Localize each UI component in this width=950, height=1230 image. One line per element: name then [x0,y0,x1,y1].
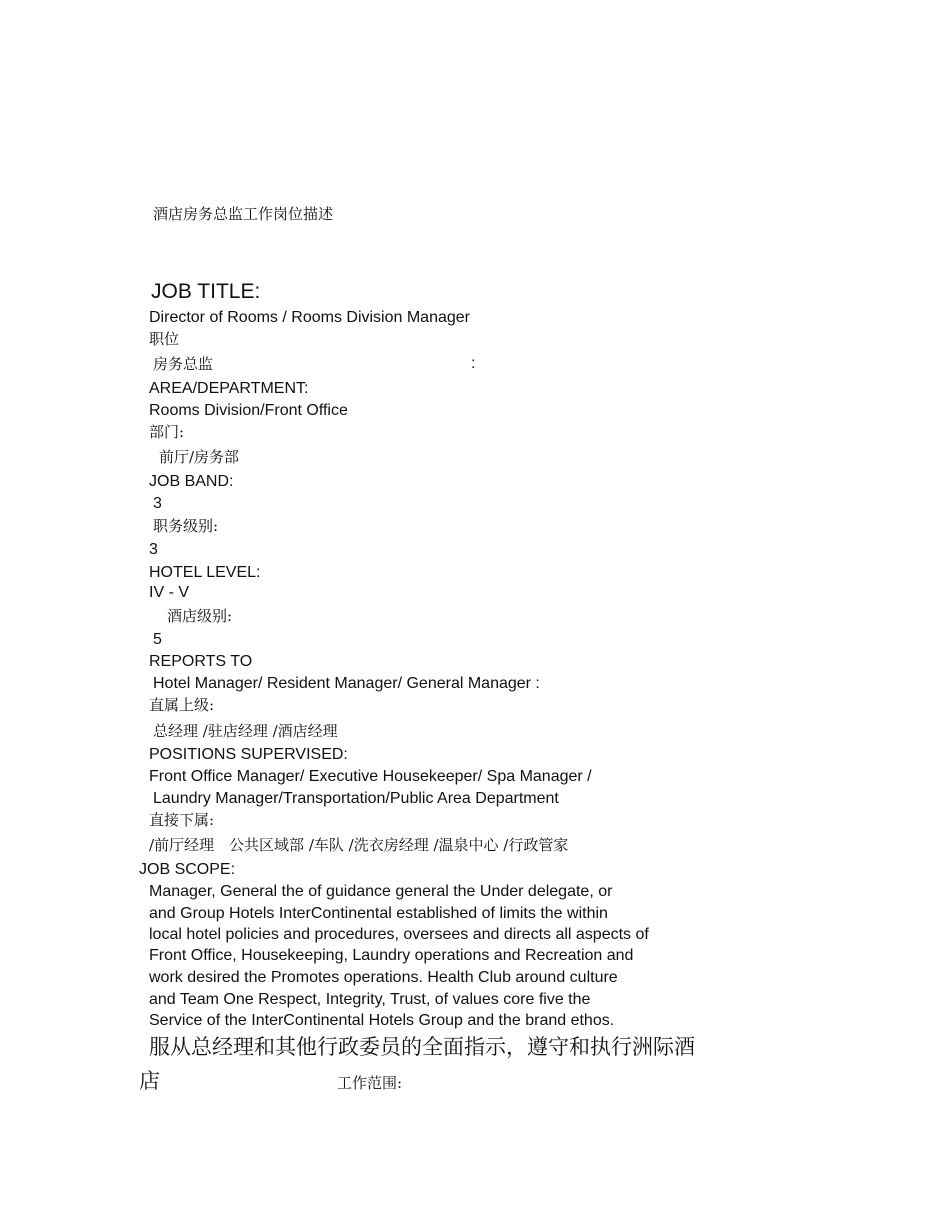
job-scope-line: Service of the InterContinental Hotels Group and the brand ethos. [149,1012,615,1029]
area-value: Rooms Division/Front Office [149,402,348,419]
area-label-cn: 部门: [149,423,185,441]
reports-to-value: Hotel Manager/ Resident Manager/ General Manager : [153,675,540,692]
supervised-value-line2: Laundry Manager/Transportation/Public Area Department [153,790,559,807]
job-band-label-cn: 职务级别: [153,517,219,535]
document-title: 酒店房务总监工作岗位描述 [153,205,334,223]
job-scope-cn-line1: 服从总经理和其他行政委员的全面指示，遵守和执行洲际酒 [149,1035,695,1059]
job-scope-line: Front Office, Housekeeping, Laundry operations and Recreation and [149,947,634,964]
job-scope-label-cn: 工作范围: [337,1074,403,1092]
job-scope-line: and Group Hotels InterContinental established of limits the within [149,905,608,922]
job-title-colon: : [471,355,476,372]
job-band-label: JOB BAND: [149,473,234,490]
job-band-value: 3 [153,495,162,512]
job-title-value-cn: 房务总监 [153,355,214,373]
area-label: AREA/DEPARTMENT: [149,380,309,397]
job-scope-line: Manager, General the of guidance general the Under delegate, or [149,883,613,900]
hotel-level-label-cn: 酒店级别: [167,607,233,625]
supervised-value-cn: /前厅经理 公共区域部 /车队 /洗衣房经理 /温泉中心 /行政管家 [149,836,569,854]
supervised-label: POSITIONS SUPERVISED: [149,746,348,763]
job-scope-line: local hotel policies and procedures, oversees and directs all aspects of [149,926,649,943]
job-scope-line: work desired the Promotes operations. Health Club around culture [149,969,618,986]
job-scope-cn-line2: 店 [139,1069,160,1093]
job-title-label-cn: 职位 [149,330,180,348]
reports-to-label-cn: 直属上级: [149,696,215,714]
reports-to-label: REPORTS TO [149,653,253,670]
reports-to-value-cn: 总经理 /驻店经理 /酒店经理 [153,722,338,740]
hotel-level-value-cn: 5 [153,631,162,648]
hotel-level-value: IV - V [149,584,190,601]
supervised-value-line1: Front Office Manager/ Executive Housekeeper/ Spa Manager / [149,768,592,785]
job-title-label: JOB TITLE: [151,280,261,303]
job-scope-label: JOB SCOPE: [139,861,236,878]
hotel-level-label: HOTEL LEVEL: [149,564,261,581]
job-band-value-cn: 3 [149,541,158,558]
job-scope-line: and Team One Respect, Integrity, Trust, of values core five the [149,991,591,1008]
job-title-value: Director of Rooms / Rooms Division Manager [149,309,470,326]
supervised-label-cn: 直接下属: [149,811,215,829]
area-value-cn: 前厅/房务部 [159,448,240,466]
